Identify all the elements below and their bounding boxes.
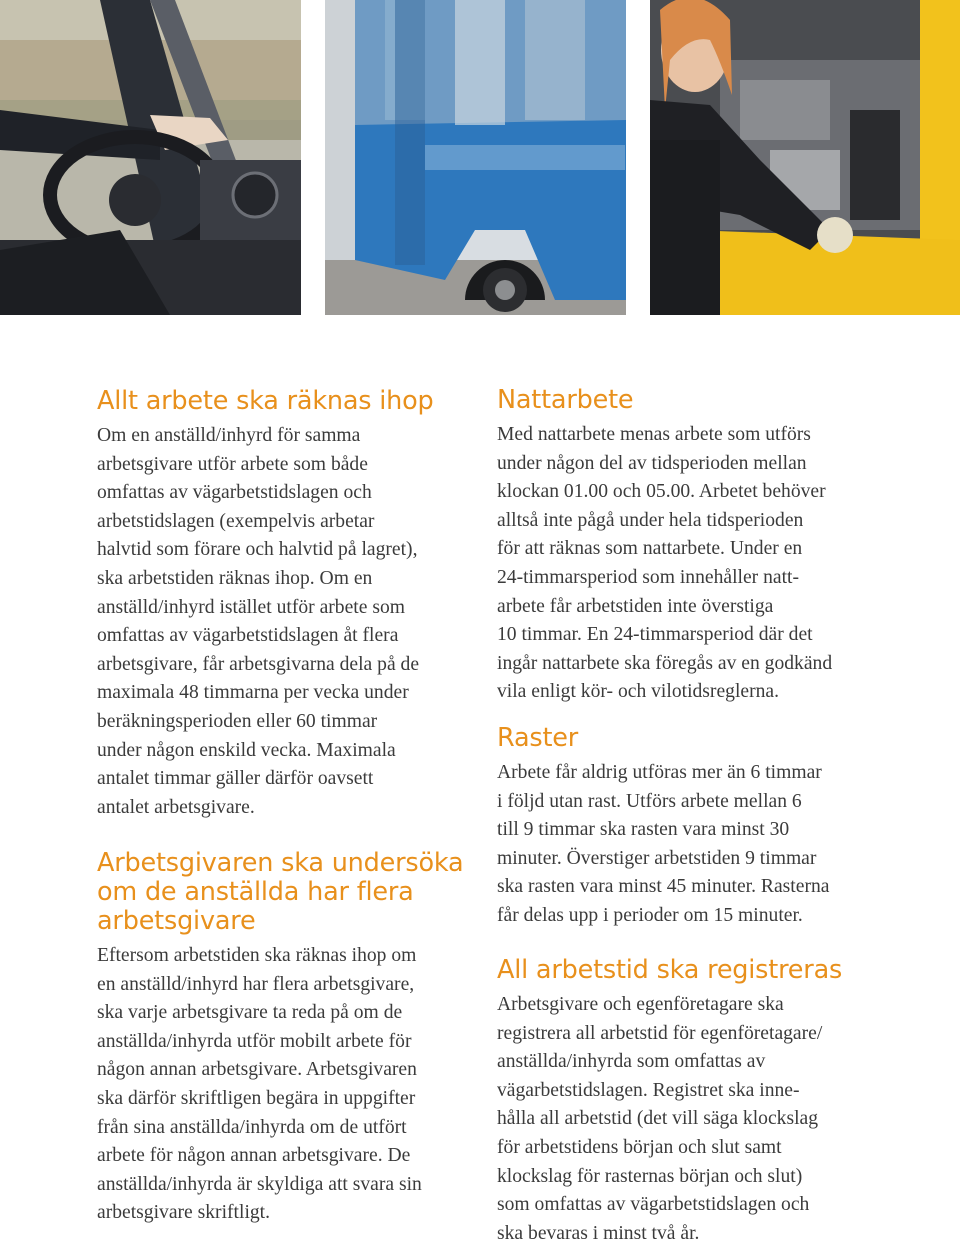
section-body: Arbetsgivare och egenföretagare ska registrera all arbetstid för egenföretagare/ anställda/inhyrda som omfattas av vägarbetstidslagen. Registret ska inne- hålla all arbetstid (det vill säga klockslag för arbetstidens början och slut samt klockslag för rasternas början och slut) som omfattas av vägarbetstidslagen och ska bevaras i minst två år. <box>497 994 823 1244</box>
bus-photo <box>325 0 626 315</box>
section-arbetstid-registreras <box>497 956 877 1248</box>
section-heading: Nattarbete <box>497 385 634 415</box>
mechanic-photo <box>650 0 960 315</box>
section-heading: All arbetstid ska registreras <box>497 955 843 985</box>
section-heading: Arbetsgivaren ska undersöka om de anställda har flera arbetsgivare <box>97 848 464 936</box>
section-body: Om en anställd/inhyrd för samma arbetsgivare utför arbete som både omfattas av vägarbetstidslagen och arbetstidslagen (exempelvis arbetar halvtid som förare och halvtid på lagret), ska arbetstiden räknas ihop. Om en anställd/inhyrd istället utför arbete som omfattas av vägarbetstidslagen åt flera arbetsgivare, får arbetsgivarna dela på de maximala 48 timmarna per vecka under beräkningsperioden eller 60 timmar under någon enskild vecka. Maximala antalet timmar gäller därför oavsett antalet arbetsgivare. <box>97 425 420 818</box>
section-body: Med nattarbete menas arbete som utförs under någon del av tidsperioden mellan klockan 01.00 och 05.00. Arbetet behöver alltså inte pågå under hela tidsperioden för att räknas som nattarbete. Under en 24-timmarsperiod som innehåller natt- arbete får arbetstiden inte överstiga 10 timmar. En 24-timmarsperiod där det ingår nattarbete ska föregås av en godkänd vila enligt kör- och vilotidsreglerna. <box>497 424 833 703</box>
driver-photo <box>0 0 301 315</box>
section-body: Arbete får aldrig utföras mer än 6 timmar i följd utan rast. Utförs arbete mellan 6 till 9 timmar ska rasten vara minst 30 minuter. Överstiger arbetstiden 9 timmar ska rasten vara minst 45 minuter. Rasterna får delas upp i perioder om 15 minuter. <box>497 762 830 926</box>
section-body: Eftersom arbetstiden ska räknas ihop om en anställd/inhyrd har flera arbetsgivare, ska varje arbetsgivare ta reda på om de anställda/inhyrda utför mobilt arbete för någon annan arbetsgivare. Arbetsgivaren ska därför skriftligen begära in uppgifter från sina anställda/inhyrda om de utfört arbete för någon annan arbetsgivare. De anställda/inhyrda är skyldiga att svara sin arbetsgivare skriftligt. <box>97 945 422 1224</box>
section-raster <box>497 724 877 931</box>
section-heading: Allt arbete ska räknas ihop <box>97 386 434 416</box>
section-heading: Raster <box>497 723 579 753</box>
section-nattarbete <box>497 386 877 707</box>
section-arbetsgivaren-undersoka <box>97 849 475 1228</box>
section-allt-arbete <box>97 387 475 822</box>
